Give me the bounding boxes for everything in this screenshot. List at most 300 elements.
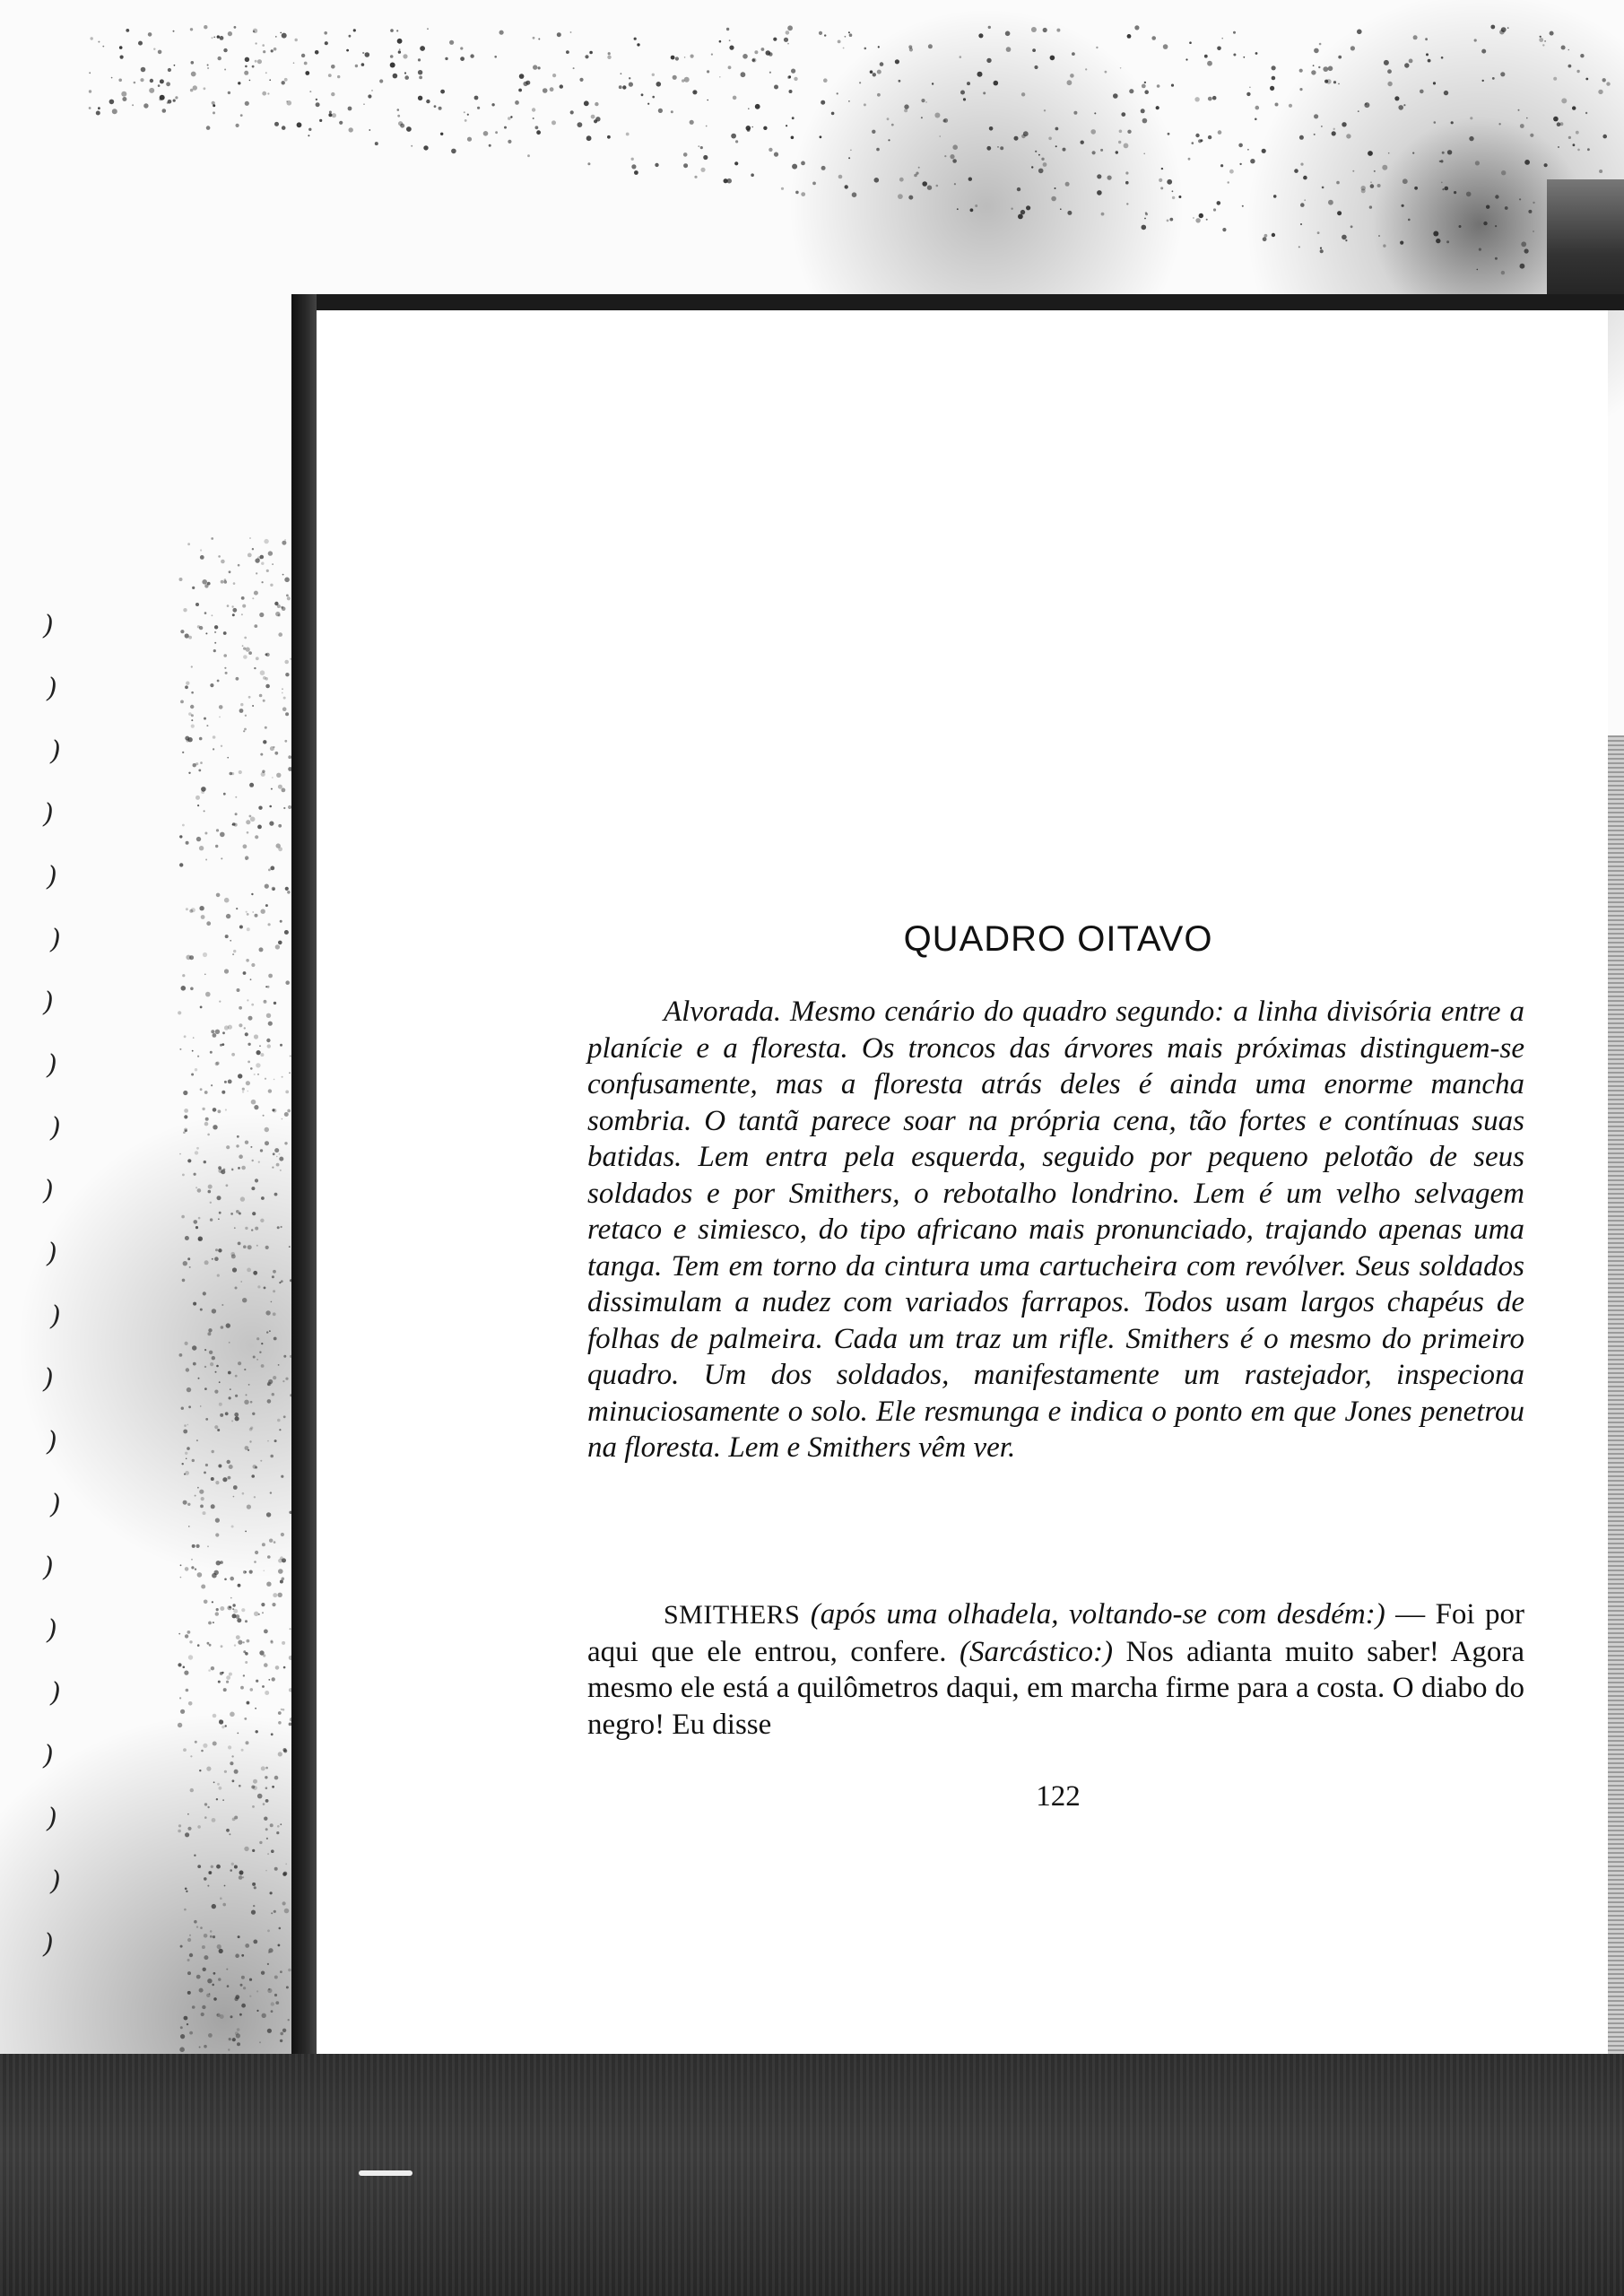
scan-speckle [232, 1267, 237, 1272]
scan-speckle [201, 790, 204, 794]
scan-speckle [1055, 145, 1057, 147]
scan-speckle [267, 1555, 271, 1559]
scan-speckle [963, 98, 966, 100]
scan-speckle [236, 1144, 239, 1147]
scan-speckle [253, 1779, 257, 1784]
scan-speckle [243, 971, 247, 975]
scan-speckle [256, 1050, 261, 1055]
scan-speckle [285, 1863, 287, 1865]
scan-speckle [229, 1396, 231, 1399]
scan-speckle [242, 1088, 245, 1091]
scan-speckle [238, 1361, 241, 1365]
scan-speckle [873, 73, 876, 76]
scan-speckle [1598, 90, 1602, 94]
scan-speckle [1272, 76, 1276, 81]
scan-speckle [440, 90, 445, 94]
scan-speckle [1313, 65, 1315, 66]
scan-speckle [1156, 106, 1159, 109]
scan-speckle [233, 1609, 238, 1613]
scan-speckle [219, 1403, 222, 1406]
scan-speckle [225, 672, 228, 674]
scan-speckle [258, 1161, 260, 1163]
scan-speckle [1526, 117, 1528, 119]
scan-speckle [277, 1419, 281, 1422]
scan-speckle [904, 109, 908, 112]
scan-speckle [270, 866, 274, 871]
scan-speckle [1299, 135, 1304, 140]
scan-speckle [1097, 174, 1101, 178]
scan-speckle [1544, 163, 1548, 167]
scan-speckle [390, 63, 395, 68]
scan-speckle [282, 81, 285, 84]
scan-speckle [223, 631, 227, 635]
scan-speckle [1412, 152, 1414, 154]
margin-mark: ) [43, 1363, 54, 1395]
scan-speckle [888, 139, 890, 141]
scan-speckle [217, 1429, 220, 1431]
scan-speckle [305, 71, 309, 75]
scan-speckle [1505, 206, 1508, 210]
scan-speckle [122, 97, 126, 101]
scan-speckle [232, 2038, 236, 2041]
scan-speckle [870, 70, 873, 74]
scan-speckle [792, 117, 795, 119]
scan-speckle [309, 91, 311, 92]
scan-speckle [728, 65, 732, 69]
scan-speckle [1127, 130, 1131, 134]
scan-speckle [535, 126, 539, 129]
scan-speckle [337, 75, 340, 78]
scan-speckle [272, 1275, 274, 1278]
scan-speckle [215, 1248, 218, 1251]
scan-speckle [205, 1418, 208, 1421]
scan-speckle [1499, 30, 1505, 35]
scan-speckle [132, 104, 134, 106]
scan-speckle [508, 117, 511, 120]
scan-speckle [1580, 54, 1584, 57]
scan-speckle [329, 111, 332, 114]
scan-speckle [275, 2001, 279, 2005]
scan-speckle [1446, 240, 1449, 243]
scan-speckle [226, 1323, 230, 1327]
scan-speckle [204, 1366, 206, 1368]
scan-speckle [1303, 176, 1307, 180]
scan-speckle [288, 2019, 290, 2021]
scan-speckle [1414, 187, 1418, 190]
scan-speckle [235, 1287, 238, 1290]
scan-speckle [1263, 237, 1267, 241]
scan-speckle [1470, 117, 1472, 119]
page-right-edge [1608, 735, 1624, 2063]
scan-speckle [279, 1153, 281, 1155]
scan-speckle [200, 761, 203, 764]
scan-speckle [348, 107, 352, 111]
scan-speckle [1063, 148, 1066, 152]
scan-speckle [278, 1752, 282, 1756]
scan-speckle [221, 580, 224, 584]
scan-speckle [427, 28, 429, 30]
scan-speckle [201, 1497, 204, 1500]
scan-speckle [245, 1661, 248, 1664]
scan-speckle [230, 1213, 233, 1215]
scan-speckle [190, 705, 194, 709]
scan-speckle [637, 43, 639, 46]
scan-speckle [261, 1364, 265, 1368]
scan-speckle [820, 135, 822, 138]
scan-speckle [183, 1430, 187, 1434]
scan-speckle [823, 78, 828, 83]
scan-speckle [235, 1395, 238, 1397]
scan-speckle [1159, 178, 1162, 182]
scan-speckle [1540, 36, 1541, 38]
scan-speckle [272, 1603, 275, 1606]
scan-speckle [1060, 208, 1062, 210]
scan-speckle [248, 1061, 250, 1064]
scan-speckle [251, 1786, 255, 1789]
scan-speckle [232, 613, 235, 616]
scan-speckle [240, 114, 243, 117]
scan-speckle [258, 806, 262, 810]
scan-speckle [1238, 144, 1243, 148]
scan-speckle [406, 126, 412, 132]
scan-speckle [240, 1196, 245, 1201]
scan-speckle [239, 770, 242, 774]
scan-speckle [272, 563, 274, 565]
scan-speckle [166, 82, 170, 86]
scan-speckle [1342, 122, 1346, 126]
scan-speckle [188, 1405, 191, 1408]
scan-speckle [263, 700, 265, 702]
scan-speckle [244, 1369, 246, 1370]
scan-speckle [263, 1115, 265, 1117]
scan-speckle [390, 55, 394, 58]
scan-speckle [195, 1151, 198, 1154]
scan-speckle [282, 688, 283, 690]
scan-speckle [711, 54, 713, 56]
scan-speckle [214, 1425, 218, 1429]
scan-speckle [218, 57, 221, 60]
scan-speckle [241, 1749, 244, 1752]
scan-speckle [229, 1673, 232, 1676]
scan-speckle [210, 1218, 213, 1221]
scan-speckle [1352, 170, 1354, 172]
scan-speckle [943, 118, 948, 123]
scan-speckle [214, 631, 216, 633]
scan-speckle [224, 69, 226, 71]
scan-speckle [328, 74, 332, 77]
scan-speckle [229, 1342, 230, 1344]
scan-speckle [239, 1006, 242, 1010]
scan-speckle [397, 109, 400, 111]
scan-speckle [536, 130, 541, 135]
scan-speckle [226, 1675, 230, 1680]
scan-speckle [208, 1622, 212, 1625]
stage-direction-inline: (após uma olhadela, voltando-se com desdém:) [810, 1598, 1385, 1631]
scan-speckle [258, 1613, 260, 1615]
scan-speckle [418, 58, 421, 61]
scan-speckle [1384, 60, 1389, 65]
scan-speckle [243, 1245, 247, 1248]
scan-speckle [234, 26, 237, 29]
scan-speckle [184, 2016, 188, 2021]
scan-speckle [837, 92, 838, 94]
scan-speckle [246, 820, 250, 824]
scan-speckle [1338, 83, 1340, 85]
scan-speckle [1192, 142, 1194, 144]
scan-speckle [754, 50, 758, 54]
scan-speckle [353, 29, 356, 31]
scan-speckle [1275, 103, 1279, 107]
scan-speckle [199, 2047, 201, 2048]
scan-speckle [551, 120, 556, 125]
scan-speckle [194, 1855, 195, 1857]
stage-direction: Alvorada. Mesmo cenário do quadro segundo: a linha divisória entre a planície e a floresta. Os troncos das árvores mais próximas distinguem-se confusamente, mas a floresta atrás deles é ainda uma enorme mancha sombria. O tantã parece soar na própria cena, tão fortes e contínuas suas batidas. Lem entra pela esquerda, seguido por pequeno pelotão de seus soldados e por Smithers, o rebotalho londrino. Lem é um velho selvagem retaco e simiesco, do tipo africano mais pronunciado, trajando apenas uma tanga. Tem em torno da cintura uma cartucheira com revólver. Seus soldados dissimulam a nudez com variados farrapos. Todos usam largos chapéus de folhas de palmeira. Cada um traz um rifle. Smithers é o mesmo do primeiro quadro. Um dos soldados, manifestamente um rastejador, inspeciona minuciosamente o solo. Ele resmunga e indica o ponto em que Jones penetrou na floresta. Lem e Smithers vêm ver. [587, 996, 1524, 1464]
scan-speckle [1167, 179, 1172, 185]
scan-speckle [245, 57, 249, 62]
scan-speckle [1336, 181, 1340, 185]
scan-speckle [843, 48, 845, 49]
scan-speckle [185, 1888, 187, 1891]
scan-speckle [792, 164, 797, 170]
scan-speckle [256, 42, 257, 44]
scan-speckle [220, 1606, 224, 1611]
scan-speckle [223, 1688, 227, 1692]
scan-speckle [477, 107, 480, 109]
scan-speckle [1300, 223, 1302, 225]
scan-speckle [997, 146, 999, 148]
scan-speckle [1041, 158, 1044, 161]
scan-speckle [878, 46, 880, 48]
scan-speckle [253, 1465, 257, 1469]
scan-speckle [204, 810, 205, 812]
scan-speckle [692, 90, 697, 94]
scan-speckle [1242, 205, 1244, 207]
scan-speckle [250, 1427, 253, 1430]
scan-speckle [671, 56, 675, 60]
scan-speckle [1382, 165, 1387, 170]
scan-speckle [283, 807, 285, 809]
scan-speckle [192, 1544, 195, 1548]
scan-speckle [247, 927, 250, 931]
scan-speckle [280, 1580, 283, 1584]
scan-speckle [260, 1053, 264, 1057]
scan-speckle [202, 2005, 205, 2009]
scan-speckle [707, 100, 708, 101]
scan-speckle [207, 67, 209, 69]
scan-speckle [211, 1084, 213, 1086]
scan-speckle [187, 737, 192, 742]
scan-speckle [272, 1167, 274, 1169]
scan-speckle [273, 1152, 275, 1155]
scan-speckle [273, 746, 274, 748]
scan-speckle [1383, 244, 1385, 247]
scan-speckle [789, 90, 793, 93]
scan-speckle [1141, 109, 1145, 113]
scan-speckle [118, 79, 122, 83]
scan-speckle [181, 1215, 185, 1219]
scan-speckle [552, 74, 556, 77]
scan-speckle [918, 167, 920, 169]
scan-speckle [1125, 181, 1129, 185]
scan-speckle [265, 1691, 269, 1695]
scan-speckle [363, 103, 365, 105]
scan-speckle [267, 1929, 270, 1932]
scan-speckle [1094, 112, 1096, 114]
scan-speckle [1387, 82, 1392, 86]
scan-speckle [251, 963, 255, 967]
scan-speckle [368, 94, 371, 98]
scan-speckle [1350, 46, 1355, 50]
scan-speckle [192, 2005, 195, 2009]
scan-speckle [733, 96, 737, 100]
scan-speckle [274, 1867, 278, 1871]
scan-speckle [254, 667, 256, 669]
scan-speckle [418, 96, 422, 100]
scan-speckle [849, 33, 853, 37]
scan-speckle [1250, 159, 1255, 163]
scan-speckle [1558, 146, 1559, 148]
scan-speckle [179, 1153, 181, 1155]
scan-speckle [234, 1770, 239, 1774]
scan-speckle [281, 1475, 283, 1478]
scan-speckle [1188, 158, 1191, 161]
scan-speckle [126, 29, 129, 32]
scan-speckle [204, 2045, 207, 2048]
scan-speckle [1370, 184, 1375, 188]
scan-speckle [284, 78, 288, 82]
scan-speckle [1358, 110, 1359, 112]
scan-speckle [1520, 124, 1524, 128]
scan-speckle [241, 2004, 246, 2008]
scan-speckle [244, 1847, 248, 1851]
scan-speckle [1528, 210, 1532, 213]
scan-speckle [199, 906, 204, 910]
scan-speckle [240, 1281, 242, 1283]
scan-speckle [209, 1872, 211, 1874]
scan-speckle [185, 1634, 188, 1638]
scan-speckle [282, 788, 286, 793]
scan-speckle [208, 2033, 213, 2038]
scan-speckle [916, 172, 918, 175]
scan-speckle [1178, 196, 1181, 198]
scan-speckle [1445, 187, 1449, 191]
scan-speckle [1321, 126, 1323, 127]
scan-speckle [752, 58, 755, 61]
scan-speckle [801, 192, 805, 196]
scan-speckle [1213, 208, 1216, 211]
scan-speckle [217, 680, 220, 683]
scan-speckle [286, 1986, 289, 1988]
scan-speckle [268, 974, 273, 978]
scan-speckle [1035, 151, 1037, 152]
scan-speckle [193, 763, 196, 767]
scan-speckle [221, 857, 222, 859]
scan-speckle [215, 1062, 219, 1065]
scan-speckle [244, 1718, 247, 1720]
scan-speckle [239, 2013, 242, 2016]
scan-speckle [204, 1349, 206, 1351]
scan-speckle [254, 1612, 258, 1616]
scan-speckle [328, 113, 332, 117]
scan-speckle [1125, 171, 1128, 174]
scan-speckle [277, 1226, 280, 1229]
scan-speckle [787, 43, 789, 45]
scan-speckle [203, 952, 207, 957]
scan-speckle [658, 109, 663, 113]
scan-speckle [281, 1226, 282, 1228]
scan-speckle [1055, 187, 1056, 189]
scan-speckle [212, 1601, 213, 1603]
scan-speckle [226, 1145, 230, 1149]
scan-speckle [221, 1672, 223, 1674]
scan-speckle [216, 1561, 221, 1565]
scan-speckle [265, 1787, 268, 1789]
scan-speckle [440, 133, 443, 135]
scan-speckle [210, 1935, 213, 1938]
scan-speckle [1228, 181, 1229, 183]
scan-speckle [731, 134, 736, 139]
scan-speckle [213, 735, 216, 739]
scan-speckle [215, 1612, 219, 1615]
scan-speckle [201, 1585, 205, 1589]
scan-speckle [265, 904, 268, 907]
scan-speckle [205, 1118, 209, 1121]
scan-speckle [252, 911, 254, 913]
scan-speckle [1090, 129, 1096, 135]
scan-speckle [1404, 63, 1409, 67]
scan-speckle [1160, 187, 1163, 189]
scan-speckle [1272, 65, 1276, 70]
scan-speckle [274, 1439, 277, 1442]
scan-speckle [225, 1109, 227, 1110]
scan-speckle [213, 1714, 217, 1718]
scan-speckle [1442, 188, 1444, 190]
scan-speckle [253, 1905, 255, 1907]
scan-speckle [1264, 234, 1268, 238]
scan-speckle [423, 145, 428, 150]
scan-speckle [205, 632, 207, 634]
scan-speckle [253, 30, 255, 32]
scan-speckle [952, 159, 957, 163]
scan-speckle [213, 1622, 214, 1623]
scan-speckle [187, 1387, 191, 1392]
scan-speckle [211, 1866, 213, 1868]
scan-speckle [182, 1279, 186, 1283]
scan-speckle [594, 119, 597, 123]
scan-speckle [232, 1613, 237, 1618]
scan-speckle [954, 183, 956, 185]
scan-speckle [231, 1169, 233, 1170]
scan-speckle [235, 1416, 239, 1421]
scan-speckle [187, 1503, 190, 1506]
scan-speckle [1092, 151, 1096, 154]
scan-speckle [349, 35, 352, 38]
scan-speckle [140, 78, 143, 82]
scan-speckle [194, 1173, 196, 1176]
scan-speckle [1477, 269, 1479, 271]
scan-speckle [275, 36, 277, 38]
scan-speckle [271, 2002, 274, 2005]
scan-speckle [769, 148, 772, 152]
scan-speckle [230, 1761, 233, 1765]
scan-speckle [1233, 54, 1236, 57]
scan-speckle [264, 1663, 268, 1667]
scan-speckle [220, 1044, 222, 1047]
scan-speckle [214, 1390, 218, 1394]
scan-speckle [282, 1873, 286, 1876]
scan-speckle [274, 1910, 276, 1913]
scan-speckle [652, 96, 655, 99]
